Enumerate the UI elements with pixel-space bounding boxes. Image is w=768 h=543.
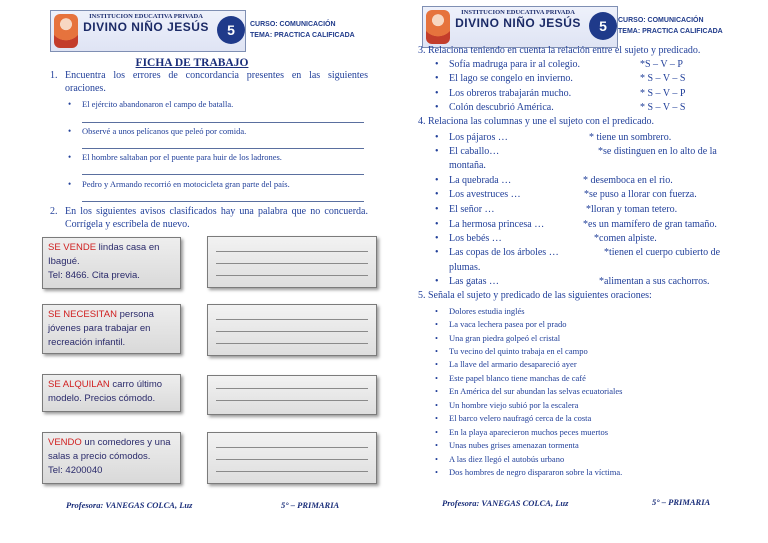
ad-text: un comedores y una salas a precio cómodos. (48, 437, 171, 462)
topic-label: TEMA: PRACTICA CALIFICADA (250, 32, 355, 39)
error-sentence-4: • Pedro y Armando recorrió en motocicleta gran parte del país. (82, 179, 290, 190)
worksheet-title: FICHA DE TRABAJO (135, 57, 249, 69)
ad-answer-box-4[interactable] (207, 432, 377, 484)
classified-ad-3 (42, 374, 181, 412)
q3-code: * S – V – S (640, 102, 686, 113)
q4-subject: • La quebrada … (449, 175, 511, 186)
question-number: 2. (50, 206, 58, 217)
question-text: En los siguientes avisos clasificados hay una palabra que no concuerda. Corrígela y escríbela de nuevo. (65, 206, 368, 230)
q5-sentence: • Dolores estudia inglés (449, 306, 525, 316)
classified-ad-4 (42, 432, 181, 484)
question-number: 1. (50, 70, 58, 81)
ad-contact: Tel: 4200040 (48, 465, 103, 476)
q4-continuation: montaña. (449, 160, 486, 171)
q4-predicate: *se puso a llorar con fuerza. (584, 189, 697, 200)
answer-line (82, 122, 364, 123)
school-name: DIVINO NIÑO JESÚS (455, 16, 581, 30)
q5-sentence: • En la playa aparecieron muchos peces muertos (449, 427, 608, 437)
q5-sentence: • Una gran piedra golpeó el cristal (449, 333, 560, 343)
ad-text: persona jóvenes para trabajar en recreación infantil. (48, 309, 154, 348)
q5-sentence: • Tu vecino del quinto trabaja en el campo (449, 346, 588, 356)
q3-code: *S – V – P (640, 59, 683, 70)
page-header (422, 6, 762, 48)
topic-label: TEMA: PRACTICA CALIFICADA (618, 28, 723, 35)
ad-answer-box-3[interactable] (207, 375, 377, 415)
q3-code: * S – V – P (640, 88, 686, 99)
institution-label: INSTITUCION EDUCATIVA PRIVADA (89, 13, 203, 20)
q5-sentence: • Dos hombres de negro dispararon sobre la víctima. (449, 467, 622, 477)
q5-sentence: • Un hombre viejo subió por la escalera (449, 400, 578, 410)
child-jesus-icon (426, 10, 450, 44)
q5-sentence: • A las diez llegó el autobús urbano (449, 454, 564, 464)
question-2 (50, 206, 368, 231)
q4-predicate: *lloran y toman tetero. (586, 204, 678, 215)
error-sentence-2: • Observé a unos pelícanos que peleó por comida. (82, 126, 246, 137)
q5-sentence: • En América del sur abundan las selvas ecuatoriales (449, 386, 622, 396)
classified-ad-1 (42, 237, 181, 289)
q4-subject: • Los pájaros … (449, 132, 508, 143)
footer-grade: 5° – PRIMARIA (281, 500, 340, 510)
ad-keyword: SE ALQUILAN (48, 379, 110, 390)
course-label: CURSO: COMUNICACIÓN (618, 17, 704, 24)
course-info (618, 15, 723, 37)
school-name: DIVINO NIÑO JESÚS (83, 20, 209, 34)
footer-teacher: Profesora: VANEGAS COLCA, Luz (66, 500, 193, 510)
error-sentence-1: • El ejército abandonaron el campo de batalla. (82, 99, 233, 110)
question-3-label: 3. Relaciona teniendo en cuenta la relación entre el sujeto y predicado. (418, 45, 701, 56)
worksheet-page-right (384, 0, 768, 543)
q4-subject: • Las gatas … (449, 276, 499, 287)
logo-fine-print (453, 30, 583, 34)
answer-line (82, 201, 364, 202)
child-jesus-icon (54, 14, 78, 48)
q4-continuation: plumas. (449, 262, 481, 273)
q4-subject: • El caballo… (449, 146, 499, 157)
ad-keyword: SE NECESITAN (48, 309, 117, 320)
q4-subject: • Los avestruces … (449, 189, 521, 200)
q4-predicate: *tienen el cuerpo cubierto de (604, 247, 721, 258)
ad-answer-box-1[interactable] (207, 236, 377, 288)
q3-code: * S – V – S (640, 73, 686, 84)
ad-keyword: SE VENDE (48, 242, 97, 253)
footer-teacher: Profesora: VANEGAS COLCA, Luz (442, 498, 569, 508)
q4-predicate: *comen alpiste. (594, 233, 657, 244)
q3-sentence: • Colón descubrió América. (449, 102, 554, 113)
school-logo (422, 6, 618, 48)
page-header (50, 10, 380, 52)
logo-fine-print (81, 34, 211, 38)
question-5-label: 5. Señala el sujeto y predicado de las siguientes oraciones: (418, 290, 652, 301)
q3-sentence: • Los obreros trabajarán mucho. (449, 88, 571, 99)
course-info (250, 19, 355, 41)
classified-ad-2 (42, 304, 181, 354)
q4-subject: • Los bebés … (449, 233, 502, 244)
q3-sentence: • Sofía madruga para ir al colegio. (449, 59, 580, 70)
institution-label: INSTITUCION EDUCATIVA PRIVADA (461, 9, 575, 16)
school-seal-icon: 5 (217, 16, 245, 44)
ad-contact: Tel: 8466. Cita previa. (48, 270, 140, 281)
q4-predicate: * tiene un sombrero. (589, 132, 672, 143)
question-1 (50, 70, 368, 95)
ad-keyword: VENDO (48, 437, 82, 448)
footer-grade: 5° – PRIMARIA (652, 497, 711, 507)
q4-predicate: *alimentan a sus cachorros. (599, 276, 710, 287)
answer-line (82, 174, 364, 175)
course-label: CURSO: COMUNICACIÓN (250, 21, 336, 28)
question-4-label: 4. Relaciona las columnas y une el sujeto con el predicado. (418, 116, 655, 127)
q5-sentence: • Unas nubes grises amenazan tormenta (449, 440, 579, 450)
q4-predicate: *es un mamífero de gran tamaño. (583, 219, 717, 230)
school-logo (50, 10, 246, 52)
q5-sentence: • El barco velero naufragó cerca de la costa (449, 413, 591, 423)
school-seal-icon: 5 (589, 12, 617, 40)
question-text: Encuentra los errores de concordancia presentes en las siguientes oraciones. (65, 70, 368, 94)
ad-answer-box-2[interactable] (207, 304, 377, 356)
q5-sentence: • La llave del armario desapareció ayer (449, 359, 577, 369)
ad-text: lindas casa en Ibagué. (48, 242, 160, 267)
ad-text: carro último modelo. Precios cómodo. (48, 379, 163, 404)
error-sentence-3: • El hombre saltaban por el puente para huir de los ladrones. (82, 152, 282, 163)
q3-sentence: • El lago se congelo en invierno. (449, 73, 573, 84)
answer-line (82, 148, 364, 149)
q4-subject: • Las copas de los árboles … (449, 247, 559, 258)
q5-sentence: • La vaca lechera pasea por el prado (449, 319, 567, 329)
q4-subject: • La hermosa princesa … (449, 219, 544, 230)
q4-subject: • El señor … (449, 204, 495, 215)
q4-predicate: *se distinguen en lo alto de la (598, 146, 717, 157)
q4-predicate: * desemboca en el rio. (583, 175, 673, 186)
q5-sentence: • Este papel blanco tiene manchas de café (449, 373, 586, 383)
